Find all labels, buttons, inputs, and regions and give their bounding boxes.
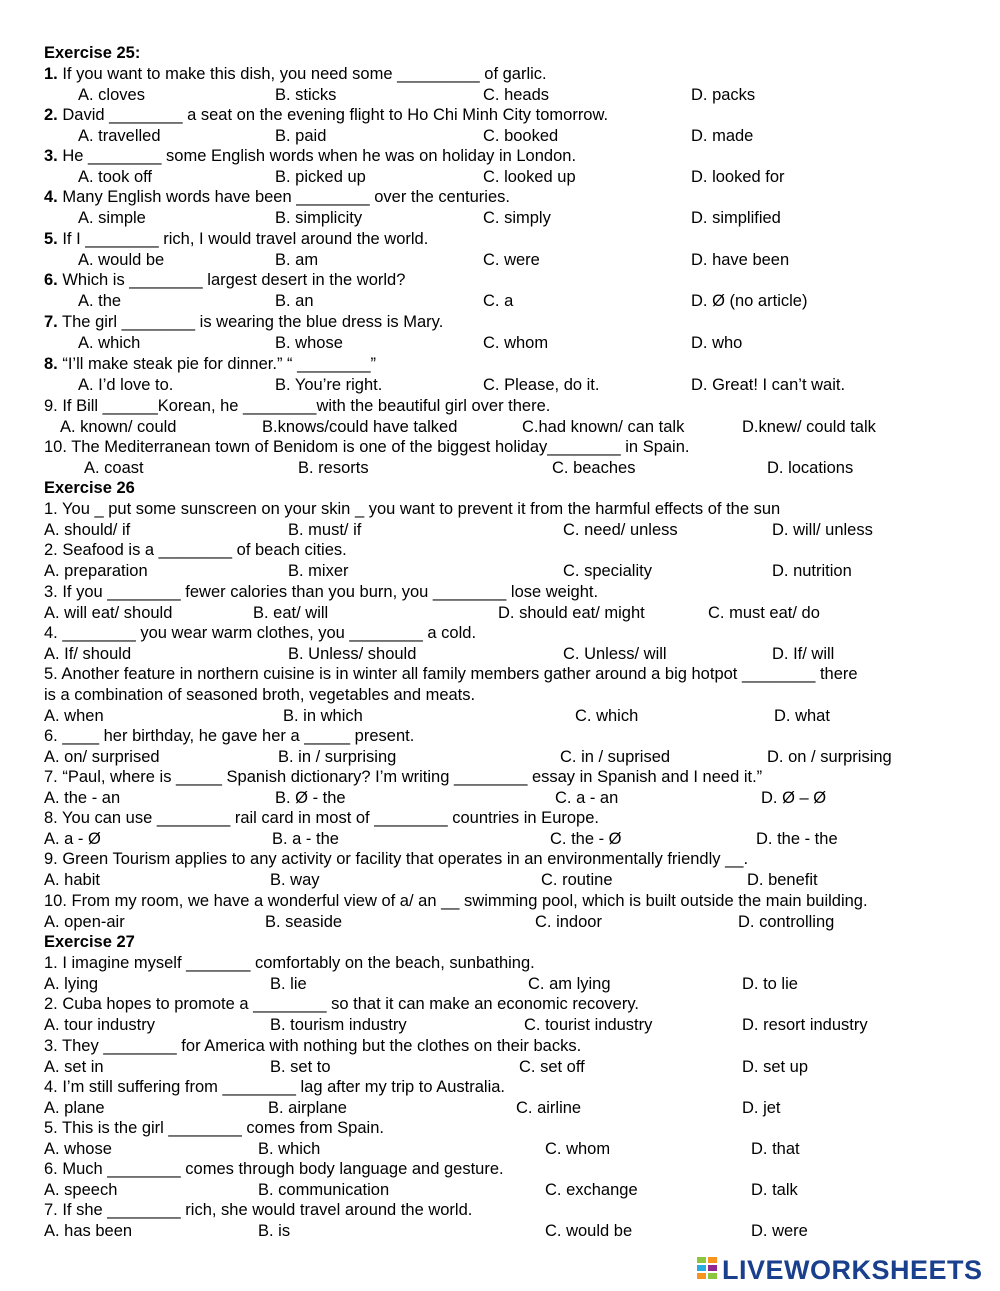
options-row bbox=[0, 333, 1000, 354]
options-row bbox=[0, 417, 1000, 438]
option-a[interactable]: A. I’d love to. bbox=[78, 376, 174, 394]
option-c[interactable]: C. beaches bbox=[552, 459, 636, 477]
question-text: 3. They ________ for America with nothing but the clothes on their backs. bbox=[44, 1037, 582, 1055]
option-c[interactable]: C.had known/ can talk bbox=[522, 418, 685, 436]
options-row bbox=[0, 126, 1000, 147]
question bbox=[0, 499, 1000, 520]
option-c[interactable]: C. need/ unless bbox=[563, 521, 678, 539]
question-text: 3. He ________ some English words when he was on holiday in London. bbox=[44, 147, 577, 165]
option-b[interactable]: B. lie bbox=[270, 975, 307, 993]
question-text-continued: is a combination of seasoned broth, vegetables and meats. bbox=[44, 686, 476, 704]
option-c[interactable]: D. should eat/ might bbox=[498, 604, 645, 622]
question-text: 6. Much ________ comes through body language and gesture. bbox=[44, 1160, 504, 1178]
option-b[interactable]: B. picked up bbox=[275, 168, 366, 186]
exercise-26-title bbox=[0, 478, 1000, 499]
question-text: 3. If you ________ fewer calories than you burn, you ________ lose weight. bbox=[44, 583, 599, 601]
option-c[interactable]: C. heads bbox=[483, 86, 550, 104]
option-b[interactable]: B. in / surprising bbox=[278, 748, 397, 766]
question-text: 6. Which is ________ largest desert in the world? bbox=[44, 271, 406, 289]
options-row bbox=[0, 1015, 1000, 1036]
option-a[interactable]: A. the - an bbox=[44, 789, 121, 807]
option-b[interactable]: B. Unless/ should bbox=[288, 645, 417, 663]
options-row bbox=[0, 1098, 1000, 1119]
option-a[interactable]: A. set in bbox=[44, 1058, 104, 1076]
question bbox=[0, 1036, 1000, 1057]
option-c[interactable]: C. airline bbox=[516, 1099, 582, 1117]
question bbox=[0, 312, 1000, 333]
question-text: 8. “I’ll make steak pie for dinner.” “ ________” bbox=[44, 355, 377, 373]
option-c[interactable]: C. tourist industry bbox=[524, 1016, 653, 1034]
options-row bbox=[0, 291, 1000, 312]
option-a[interactable]: A. would be bbox=[78, 251, 165, 269]
question-continued bbox=[0, 685, 1000, 706]
question-text: 5. If I ________ rich, I would travel around the world. bbox=[44, 230, 429, 248]
option-b[interactable]: B. communication bbox=[258, 1181, 390, 1199]
option-d[interactable]: C. must eat/ do bbox=[708, 604, 820, 622]
question bbox=[0, 1200, 1000, 1221]
question bbox=[0, 1077, 1000, 1098]
options-row bbox=[0, 208, 1000, 229]
question bbox=[0, 664, 1000, 685]
option-a[interactable]: A. habit bbox=[44, 871, 100, 889]
option-b[interactable]: B.knows/could have talked bbox=[262, 418, 458, 436]
option-b[interactable]: B. tourism industry bbox=[270, 1016, 407, 1034]
option-b[interactable]: B. a - the bbox=[272, 830, 339, 848]
options-row bbox=[0, 1139, 1000, 1160]
section-heading: Exercise 26 bbox=[44, 479, 135, 497]
question-text: 7. “Paul, where is _____ Spanish dictionary? I’m writing ________ essay in Spanish and I need it.” bbox=[44, 768, 763, 786]
option-a[interactable]: A. cloves bbox=[78, 86, 145, 104]
option-d[interactable]: D. controlling bbox=[738, 913, 835, 931]
option-b[interactable]: B. way bbox=[270, 871, 320, 889]
question-text: 1. I imagine myself _______ comfortably on the beach, sunbathing. bbox=[44, 954, 535, 972]
option-c[interactable]: C. the - Ø bbox=[550, 830, 622, 848]
option-b[interactable]: B. in which bbox=[283, 707, 363, 725]
option-c[interactable]: C. Unless/ will bbox=[563, 645, 667, 663]
exercise-25-title bbox=[0, 43, 1000, 64]
question bbox=[0, 726, 1000, 747]
options-row bbox=[0, 747, 1000, 768]
options-row bbox=[0, 1221, 1000, 1242]
option-a[interactable]: A. which bbox=[78, 334, 141, 352]
option-d[interactable]: D. have been bbox=[691, 251, 790, 269]
question-text: 5. Another feature in northern cuisine is in winter all family members gather around a big hotpot ________ there bbox=[44, 665, 858, 683]
option-c[interactable]: C. whom bbox=[483, 334, 549, 352]
option-c[interactable]: C. set off bbox=[519, 1058, 585, 1076]
option-c[interactable]: C. routine bbox=[541, 871, 613, 889]
option-c[interactable]: C. simply bbox=[483, 209, 551, 227]
option-d[interactable]: D. made bbox=[691, 127, 754, 145]
option-b[interactable]: B. must/ if bbox=[288, 521, 362, 539]
section-heading: Exercise 27 bbox=[44, 933, 135, 951]
option-a[interactable]: A. coast bbox=[84, 459, 144, 477]
options-row bbox=[0, 706, 1000, 727]
question-text: 1. If you want to make this dish, you need some _________ of garlic. bbox=[44, 65, 547, 83]
liveworksheets-mark-icon bbox=[697, 1257, 719, 1283]
option-d[interactable]: D. the - the bbox=[756, 830, 838, 848]
question bbox=[0, 540, 1000, 561]
option-d[interactable]: D. Ø (no article) bbox=[691, 292, 808, 310]
question bbox=[0, 849, 1000, 870]
option-b[interactable]: B. set to bbox=[270, 1058, 331, 1076]
exercise-27-title bbox=[0, 932, 1000, 953]
option-d[interactable]: D. that bbox=[751, 1140, 800, 1158]
option-c[interactable]: C. Please, do it. bbox=[483, 376, 600, 394]
options-row bbox=[0, 870, 1000, 891]
option-d[interactable]: D. packs bbox=[691, 86, 756, 104]
question-text: 10. From my room, we have a wonderful view of a/ an __ swimming pool, which is built outside the main building. bbox=[44, 892, 868, 910]
option-d[interactable]: D.knew/ could talk bbox=[742, 418, 876, 436]
option-b[interactable]: B. eat/ will bbox=[253, 604, 329, 622]
option-d[interactable]: D. will/ unless bbox=[772, 521, 873, 539]
liveworksheets-logo bbox=[697, 1255, 983, 1285]
option-c[interactable]: C. booked bbox=[483, 127, 559, 145]
question-text: 7. The girl ________ is wearing the blue dress is Mary. bbox=[44, 313, 444, 331]
option-a[interactable]: A. tour industry bbox=[44, 1016, 155, 1034]
option-a[interactable]: A. travelled bbox=[78, 127, 161, 145]
option-c[interactable]: C. would be bbox=[545, 1222, 633, 1240]
option-a[interactable]: A. known/ could bbox=[60, 418, 177, 436]
option-c[interactable]: C. which bbox=[575, 707, 639, 725]
logo-text: LIVEWORKSHEETS bbox=[722, 1255, 983, 1285]
question-text: 9. Green Tourism applies to any activity or facility that operates in an environmentally friendly __. bbox=[44, 850, 749, 868]
option-a[interactable]: A. preparation bbox=[44, 562, 148, 580]
option-a[interactable]: A. plane bbox=[44, 1099, 105, 1117]
option-c[interactable]: C. were bbox=[483, 251, 540, 269]
option-d[interactable]: D. who bbox=[691, 334, 743, 352]
question-text: 9. If Bill ______Korean, he ________with the beautiful girl over there. bbox=[44, 397, 551, 415]
option-a[interactable]: A. has been bbox=[44, 1222, 133, 1240]
options-row bbox=[0, 458, 1000, 479]
option-b[interactable]: B. whose bbox=[275, 334, 343, 352]
question-text: 2. David ________ a seat on the evening flight to Ho Chi Minh City tomorrow. bbox=[44, 106, 609, 124]
question-text: 4. ________ you wear warm clothes, you ________ a cold. bbox=[44, 624, 477, 642]
option-b[interactable]: B. resorts bbox=[298, 459, 369, 477]
question-text: 6. ____ her birthday, he gave her a _____ present. bbox=[44, 727, 415, 745]
option-a[interactable]: A. speech bbox=[44, 1181, 118, 1199]
question-text: 5. This is the girl ________ comes from Spain. bbox=[44, 1119, 384, 1137]
option-c[interactable]: C. a bbox=[483, 292, 514, 310]
options-row bbox=[0, 788, 1000, 809]
option-b[interactable]: B. paid bbox=[275, 127, 327, 145]
question bbox=[0, 1118, 1000, 1139]
question-text: 10. The Mediterranean town of Benidom is one of the biggest holiday________ in Spain. bbox=[44, 438, 690, 456]
question bbox=[0, 623, 1000, 644]
question bbox=[0, 187, 1000, 208]
question bbox=[0, 891, 1000, 912]
option-d[interactable]: D. to lie bbox=[742, 975, 798, 993]
options-row bbox=[0, 1180, 1000, 1201]
options-row bbox=[0, 829, 1000, 850]
question-text: 7. If she ________ rich, she would travel around the world. bbox=[44, 1201, 473, 1219]
option-a[interactable]: A. will eat/ should bbox=[44, 604, 173, 622]
option-d[interactable]: D. resort industry bbox=[742, 1016, 868, 1034]
option-d[interactable]: D. Great! I can’t wait. bbox=[691, 376, 846, 394]
option-b[interactable]: B. mixer bbox=[288, 562, 349, 580]
question bbox=[0, 396, 1000, 417]
option-a[interactable]: A. simple bbox=[78, 209, 146, 227]
option-b[interactable]: B. is bbox=[258, 1222, 291, 1240]
option-a[interactable]: A. lying bbox=[44, 975, 99, 993]
option-a[interactable]: A. a - Ø bbox=[44, 830, 101, 848]
option-b[interactable]: B. airplane bbox=[268, 1099, 347, 1117]
option-d[interactable]: D. Ø – Ø bbox=[761, 789, 827, 807]
question-text: 4. I’m still suffering from ________ lag after my trip to Australia. bbox=[44, 1078, 505, 1096]
option-d[interactable]: D. looked for bbox=[691, 168, 785, 186]
option-d[interactable]: D. on / surprising bbox=[767, 748, 892, 766]
options-row bbox=[0, 85, 1000, 106]
options-row bbox=[0, 1057, 1000, 1078]
option-b[interactable]: B. an bbox=[275, 292, 314, 310]
option-b[interactable]: B. simplicity bbox=[275, 209, 363, 227]
question bbox=[0, 582, 1000, 603]
option-a[interactable]: A. took off bbox=[78, 168, 152, 186]
option-b[interactable]: B. You’re right. bbox=[275, 376, 383, 394]
option-b[interactable]: B. seaside bbox=[265, 913, 343, 931]
option-c[interactable]: C. exchange bbox=[545, 1181, 638, 1199]
options-row bbox=[0, 375, 1000, 396]
question bbox=[0, 1159, 1000, 1180]
question-text: 2. Seafood is a ________ of beach cities. bbox=[44, 541, 347, 559]
options-row bbox=[0, 974, 1000, 995]
option-a[interactable]: A. on/ surprised bbox=[44, 748, 160, 766]
question bbox=[0, 229, 1000, 250]
question bbox=[0, 994, 1000, 1015]
option-d[interactable]: D. nutrition bbox=[772, 562, 852, 580]
option-a[interactable]: A. the bbox=[78, 292, 122, 310]
option-c[interactable]: C. looked up bbox=[483, 168, 576, 186]
question-text: 2. Cuba hopes to promote a ________ so that it can make an economic recovery. bbox=[44, 995, 639, 1013]
question-text: 1. You _ put some sunscreen on your skin _ you want to prevent it from the harmful effects of the sun bbox=[44, 500, 781, 518]
options-row bbox=[0, 520, 1000, 541]
option-d[interactable]: D. locations bbox=[767, 459, 854, 477]
option-c[interactable]: C. speciality bbox=[563, 562, 652, 580]
question bbox=[0, 437, 1000, 458]
question-text: 8. You can use ________ rail card in most of ________ countries in Europe. bbox=[44, 809, 599, 827]
option-d[interactable]: D. jet bbox=[742, 1099, 781, 1117]
question bbox=[0, 953, 1000, 974]
option-b[interactable]: B. sticks bbox=[275, 86, 337, 104]
question bbox=[0, 105, 1000, 126]
question bbox=[0, 808, 1000, 829]
option-d[interactable]: D. talk bbox=[751, 1181, 798, 1199]
option-d[interactable]: D. were bbox=[751, 1222, 808, 1240]
option-c[interactable]: C. in / suprised bbox=[560, 748, 671, 766]
option-b[interactable]: B. Ø - the bbox=[275, 789, 346, 807]
option-d[interactable]: D. benefit bbox=[747, 871, 818, 889]
option-a[interactable]: A. when bbox=[44, 707, 104, 725]
option-b[interactable]: B. am bbox=[275, 251, 319, 269]
option-a[interactable]: A. whose bbox=[44, 1140, 112, 1158]
options-row bbox=[0, 250, 1000, 271]
option-d[interactable]: D. set up bbox=[742, 1058, 809, 1076]
options-row bbox=[0, 603, 1000, 624]
option-a[interactable]: A. open-air bbox=[44, 913, 125, 931]
question bbox=[0, 767, 1000, 788]
section-heading: Exercise 25: bbox=[44, 44, 141, 62]
options-row bbox=[0, 912, 1000, 933]
options-row bbox=[0, 561, 1000, 582]
option-c[interactable]: C. indoor bbox=[535, 913, 602, 931]
question-text: 4. Many English words have been ________ over the centuries. bbox=[44, 188, 510, 206]
question bbox=[0, 146, 1000, 167]
question bbox=[0, 270, 1000, 291]
option-d[interactable]: D. simplified bbox=[691, 209, 781, 227]
option-d[interactable]: D. If/ will bbox=[772, 645, 835, 663]
option-b[interactable]: B. which bbox=[258, 1140, 321, 1158]
option-c[interactable]: C. a - an bbox=[555, 789, 619, 807]
option-a[interactable]: A. If/ should bbox=[44, 645, 132, 663]
option-a[interactable]: A. should/ if bbox=[44, 521, 131, 539]
option-d[interactable]: D. what bbox=[774, 707, 830, 725]
question bbox=[0, 354, 1000, 375]
options-row bbox=[0, 167, 1000, 188]
question bbox=[0, 64, 1000, 85]
option-c[interactable]: C. whom bbox=[545, 1140, 611, 1158]
options-row bbox=[0, 644, 1000, 665]
option-c[interactable]: C. am lying bbox=[528, 975, 611, 993]
